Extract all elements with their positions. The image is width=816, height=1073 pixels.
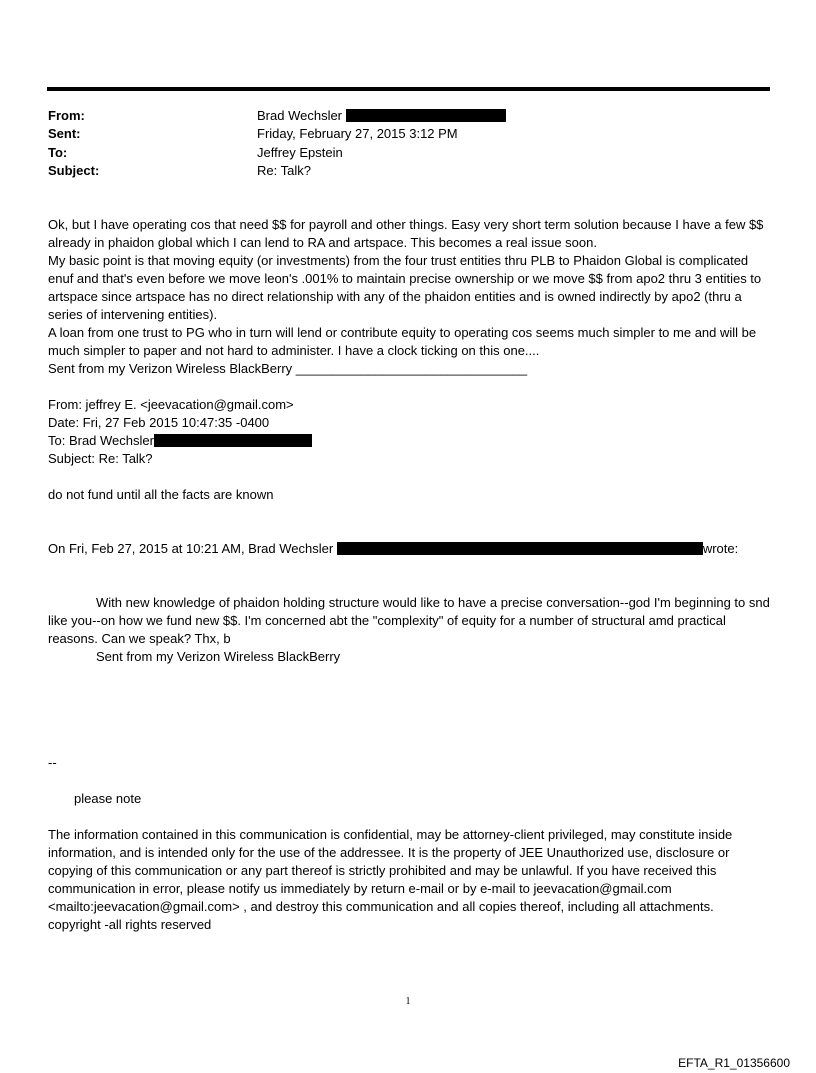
- from-value: [257, 107, 506, 125]
- quoted-subject: Subject: Re: Talk?: [48, 451, 153, 466]
- nested-wrote: wrote:: [702, 541, 739, 556]
- to-label: To:: [48, 145, 68, 160]
- sent-label: Sent:: [48, 126, 81, 141]
- body-paragraph-3: A loan from one trust to PG who in turn will lend or contribute equity to operating cos seems much simpler to me and will be much simpler to paper and not hard to administer. I have a clock ticking on this one....: [48, 325, 757, 358]
- from-name: Brad Wechsler: [257, 108, 343, 123]
- page-number: 1: [405, 996, 411, 1007]
- quoted-date: Date: Fri, 27 Feb 2015 10:47:35 -0400: [48, 415, 270, 430]
- please-note: please note: [74, 791, 142, 806]
- nested-message: With new knowledge of phaidon holding structure would like to have a precise conversation--god I'm beginning to snd like you--on how we fund new $$. I'm concerned abt the "complexity" of equity for a number of structural amd practical reasons. Can we speak? Thx, b: [48, 595, 770, 646]
- nested-on-line: [48, 540, 738, 558]
- subject-value: Re: Talk?: [257, 163, 311, 178]
- quoted-to-row: [48, 432, 312, 450]
- redaction-box: [337, 542, 703, 555]
- quoted-message: do not fund until all the facts are known: [48, 487, 274, 502]
- sent-value: Friday, February 27, 2015 3:12 PM: [257, 126, 458, 141]
- body-signature: Sent from my Verizon Wireless BlackBerry ________________________________: [48, 361, 528, 376]
- quoted-from: From: jeffrey E. <jeevacation@gmail.com>: [48, 397, 294, 412]
- document-id: EFTA_R1_01356600: [678, 1056, 790, 1070]
- header-rule: [47, 87, 770, 91]
- disclaimer: The information contained in this communication is confidential, may be attorney-client privileged, may constitute inside information, and is intended only for the use of the addressee. It is the property of JEE Unauthorized use, disclosure or copying of this communication or any part thereof is strictly prohibited and may be unlawful. If you have received this communication in error, please notify us immediately by return e-mail or by e-mail to jeevacation@gmail.com <mailto:jeevacation@gmail.com> , and destroy this communication and all copies thereof, including all attachments. copyright -all rights reserved: [48, 827, 733, 932]
- subject-label: Subject:: [48, 163, 100, 178]
- body-paragraph-1: Ok, but I have operating cos that need $$ for payroll and other things. Easy very short term solution because I have a few $$ already in phaidon global which I can lend to RA and artspace. This becomes a real issue soon.: [48, 217, 764, 250]
- footer-dashes: --: [48, 755, 57, 770]
- redaction-box: [154, 434, 312, 447]
- redaction-box: [346, 109, 506, 122]
- nested-signature: Sent from my Verizon Wireless BlackBerry: [96, 649, 341, 664]
- nested-on-text: On Fri, Feb 27, 2015 at 10:21 AM, Brad Wechsler: [48, 541, 334, 556]
- from-label: From:: [48, 108, 85, 123]
- body-paragraph-2: My basic point is that moving equity (or investments) from the four trust entities thru PLB to Phaidon Global is complicated enuf and that's even before we move leon's .001% to maintain precise ownership or we move $$ from apo2 thru 3 entities to artspace since artspace has no direct relationship with any of the phaidon entities and is owned indirectly by apo2 (thru a series of intervening entities).: [48, 253, 762, 322]
- quoted-to: To: Brad Wechsler: [48, 433, 154, 448]
- to-value: Jeffrey Epstein: [257, 145, 343, 160]
